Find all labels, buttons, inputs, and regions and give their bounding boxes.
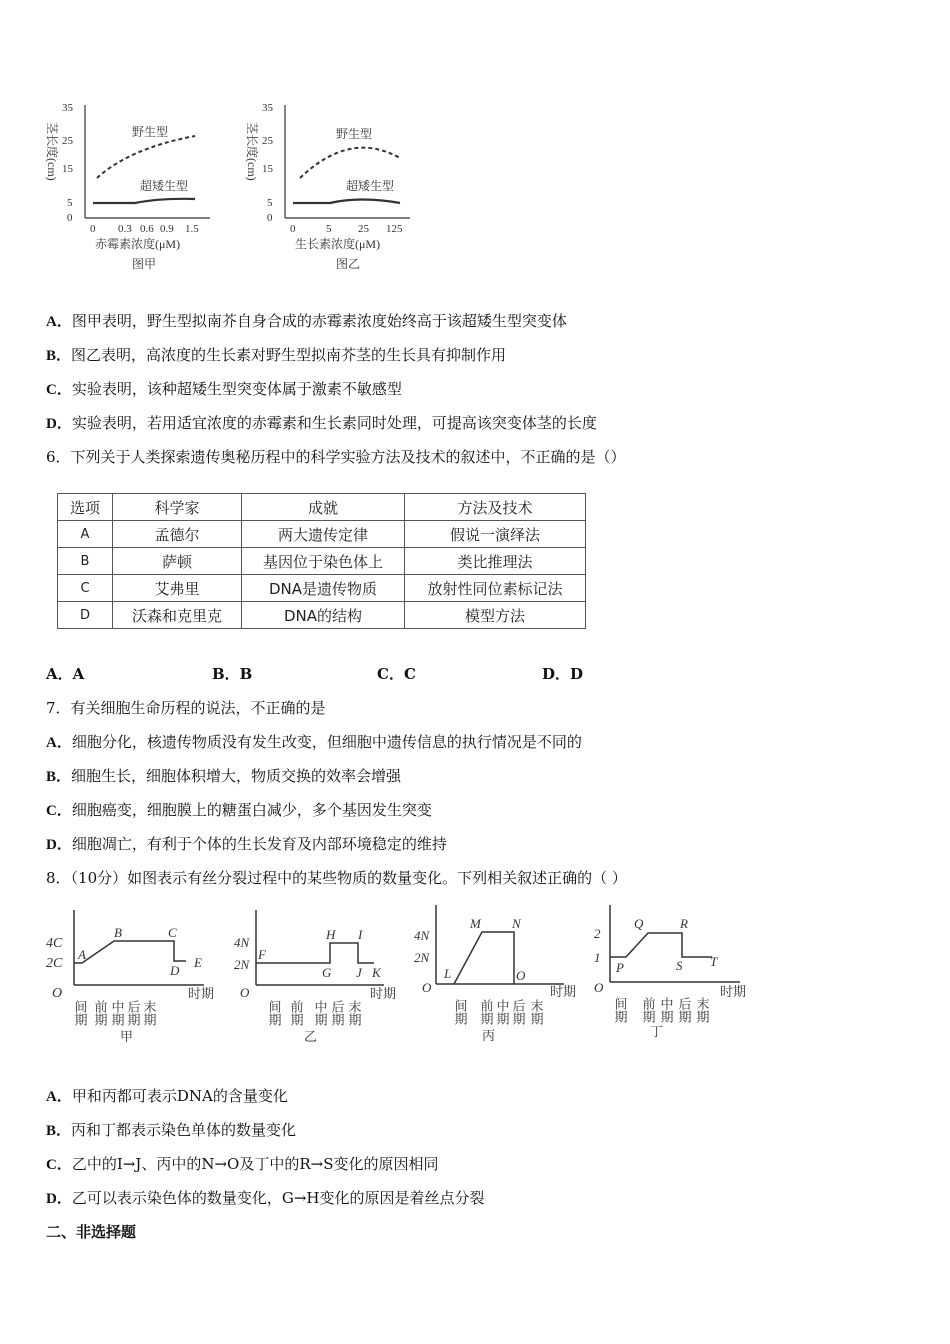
q7-stem: 7．有关细胞生命历程的说法，不正确的是 xyxy=(46,699,326,717)
table-cell: DNA是遗传物质 xyxy=(242,575,405,602)
caption: 丁 xyxy=(650,1024,664,1039)
ytick: 35 xyxy=(262,102,273,114)
origin: O xyxy=(594,980,604,995)
q6-option-d: D．D xyxy=(542,665,584,683)
figure-jia xyxy=(40,100,240,280)
table-cell: 模型方法 xyxy=(405,602,586,629)
table-header: 方法及技术 xyxy=(405,494,586,521)
table-header: 成就 xyxy=(242,494,405,521)
origin: O xyxy=(52,986,63,1001)
caption: 丙 xyxy=(482,1028,496,1043)
xtick: 125 xyxy=(386,223,403,235)
point-label: Q xyxy=(634,916,644,931)
ytick: 15 xyxy=(262,163,273,175)
graph-yi xyxy=(234,905,414,1050)
point-label: O xyxy=(516,968,526,983)
phase-label: 中期 xyxy=(494,999,510,1025)
point-label: R xyxy=(680,916,688,931)
table-row xyxy=(58,521,586,548)
phase-label: 后期 xyxy=(510,999,526,1025)
xtick: 1.5 xyxy=(185,223,199,235)
ylabel: 茎长度(cm) xyxy=(245,122,259,181)
phase-label: 前期 xyxy=(288,1000,304,1026)
table-cell: B xyxy=(58,548,113,575)
xtick: 0.6 xyxy=(140,223,154,235)
phase-label: 中期 xyxy=(312,1000,328,1026)
figure-yi xyxy=(240,100,440,280)
curve xyxy=(610,933,712,957)
table-cell: DNA的结构 xyxy=(242,602,405,629)
dwarf-curve xyxy=(93,199,195,203)
q7-option-d: D．细胞凋亡，有利于个体的生长发育及内部环境稳定的维持 xyxy=(46,835,447,853)
point-label: I xyxy=(358,927,363,942)
point-label: T xyxy=(710,954,718,969)
ytick: 25 xyxy=(62,135,73,147)
table-cell: 艾弗里 xyxy=(113,575,242,602)
phase-label: 末期 xyxy=(141,1000,157,1026)
wild-label: 野生型 xyxy=(336,127,373,141)
q8-option-c: C．乙中的I→J、丙中的N→O及丁中的R→S变化的原因相同 xyxy=(46,1155,439,1173)
caption: 甲 xyxy=(120,1029,134,1044)
ytick: 5 xyxy=(267,197,273,209)
scientist-table xyxy=(57,493,586,629)
table-row xyxy=(58,602,586,629)
ytick: 0 xyxy=(67,212,73,224)
curve xyxy=(256,943,374,963)
point-label: K xyxy=(372,965,381,980)
phase-label: 间期 xyxy=(452,999,468,1025)
curve xyxy=(74,941,186,963)
ytick: 4N xyxy=(414,928,430,943)
point-label: S xyxy=(676,958,683,973)
origin: O xyxy=(422,980,432,995)
phase-label: 中期 xyxy=(658,997,674,1023)
q7-option-a: A．细胞分化，核遗传物质没有发生改变，但细胞中遗传信息的执行情况是不同的 xyxy=(46,733,582,751)
phase-label: 中期 xyxy=(109,1000,125,1026)
xtick: 0 xyxy=(290,223,296,235)
point-label: M xyxy=(470,916,481,931)
point-label: D xyxy=(170,963,180,978)
graph-jia xyxy=(44,905,224,1050)
wild-type-curve xyxy=(97,136,195,178)
table-cell: 假说一演绎法 xyxy=(405,521,586,548)
ytick: 5 xyxy=(67,197,73,209)
point-label: H xyxy=(326,927,336,942)
dwarf-label: 超矮生型 xyxy=(140,179,189,193)
phase-label: 前期 xyxy=(640,997,656,1023)
q5-option-a: A．图甲表明，野生型拟南芥自身合成的赤霉素浓度始终高于该超矮生型突变体 xyxy=(46,312,567,330)
table-cell: 基因位于染色体上 xyxy=(242,548,405,575)
ytick: 15 xyxy=(62,163,73,175)
ytick: 25 xyxy=(262,135,273,147)
table-cell: C xyxy=(58,575,113,602)
x-unit: 时期 xyxy=(720,984,747,999)
wild-type-curve xyxy=(300,148,400,178)
ytick: 2N xyxy=(234,957,250,972)
point-label: C xyxy=(168,925,177,940)
table-cell: 沃森和克里克 xyxy=(113,602,242,629)
point-label: N xyxy=(512,916,521,931)
table-cell: 孟德尔 xyxy=(113,521,242,548)
xlabel: 赤霉素浓度(μM) xyxy=(95,237,181,251)
caption: 图乙 xyxy=(336,257,361,271)
point-label: A xyxy=(78,947,86,962)
phase-label: 前期 xyxy=(478,999,494,1025)
q6-stem: 6．下列关于人类探索遗传奥秘历程中的科学实验方法及技术的叙述中，不正确的是（） xyxy=(46,448,626,466)
graph-bing xyxy=(414,900,589,1050)
phase-label: 后期 xyxy=(676,997,692,1023)
ytick: 4C xyxy=(46,936,63,951)
point-label: J xyxy=(356,965,362,980)
phase-label: 前期 xyxy=(92,1000,108,1026)
dwarf-curve xyxy=(293,200,400,204)
phase-label: 间期 xyxy=(72,1000,88,1026)
xtick: 25 xyxy=(358,223,369,235)
ytick: 2 xyxy=(594,926,601,941)
phase-label: 间期 xyxy=(266,1000,282,1026)
xtick: 0.3 xyxy=(118,223,132,235)
xtick: 0 xyxy=(90,223,96,235)
phase-label: 间期 xyxy=(612,997,628,1023)
point-label: F xyxy=(258,947,266,962)
x-unit: 时期 xyxy=(370,986,397,1001)
q8-option-b: B．丙和丁都表示染色单体的数量变化 xyxy=(46,1121,297,1139)
ytick: 1 xyxy=(594,950,601,965)
q6-option-b: B．B xyxy=(212,665,253,683)
q8-option-a: A．甲和丙都可表示DNA的含量变化 xyxy=(46,1087,288,1105)
phase-label: 末期 xyxy=(346,1000,362,1026)
table-cell: 两大遗传定律 xyxy=(242,521,405,548)
ytick: 2C xyxy=(46,956,63,971)
origin: O xyxy=(240,985,250,1000)
x-unit: 时期 xyxy=(188,986,215,1001)
q7-option-b: B．细胞生长，细胞体积增大，物质交换的效率会增强 xyxy=(46,767,402,785)
ytick: 35 xyxy=(62,102,73,114)
section-heading: 二、非选择题 xyxy=(46,1223,137,1241)
ytick: 2N xyxy=(414,950,430,965)
ytick: 0 xyxy=(267,212,273,224)
q8-option-d: D．乙可以表示染色体的数量变化，G→H变化的原因是着丝点分裂 xyxy=(46,1189,485,1207)
q5-option-c: C．实验表明，该种超矮生型突变体属于激素不敏感型 xyxy=(46,380,402,398)
wild-label: 野生型 xyxy=(132,125,169,139)
phase-label: 后期 xyxy=(125,1000,141,1026)
table-header-row xyxy=(58,494,586,521)
q7-option-c: C．细胞癌变，细胞膜上的糖蛋白减少，多个基因发生突变 xyxy=(46,801,432,819)
xlabel: 生长素浓度(μM) xyxy=(295,237,381,251)
point-label: E xyxy=(194,955,202,970)
caption: 图甲 xyxy=(132,257,157,271)
caption: 乙 xyxy=(304,1029,318,1044)
q6-options xyxy=(46,664,746,684)
ylabel: 茎长度(cm) xyxy=(45,122,59,181)
point-label: L xyxy=(444,966,452,981)
curve xyxy=(454,932,514,984)
xtick: 0.9 xyxy=(160,223,174,235)
point-label: G xyxy=(322,965,332,980)
xtick: 5 xyxy=(326,223,332,235)
table-header: 科学家 xyxy=(113,494,242,521)
phase-label: 末期 xyxy=(528,999,544,1025)
phase-label: 末期 xyxy=(694,997,710,1023)
x-unit: 时期 xyxy=(550,984,577,999)
table-cell: A xyxy=(58,521,113,548)
table-cell: 类比推理法 xyxy=(405,548,586,575)
q6-option-a: A．A xyxy=(46,665,85,683)
table-cell: D xyxy=(58,602,113,629)
graph-ding xyxy=(590,900,760,1050)
table-row xyxy=(58,575,586,602)
q5-option-d: D．实验表明，若用适宜浓度的赤霉素和生长素同时处理，可提高该突变体茎的长度 xyxy=(46,414,597,432)
point-label: B xyxy=(114,925,122,940)
q8-stem: 8．（10分）如图表示有丝分裂过程中的某些物质的数量变化。下列相关叙述正确的（ ） xyxy=(46,869,627,887)
ytick: 4N xyxy=(234,935,250,950)
table-cell: 萨顿 xyxy=(113,548,242,575)
q6-option-c: C．C xyxy=(377,665,416,683)
table-row xyxy=(58,548,586,575)
phase-label: 后期 xyxy=(329,1000,345,1026)
table-header: 选项 xyxy=(58,494,113,521)
table-cell: 放射性同位素标记法 xyxy=(405,575,586,602)
point-label: P xyxy=(616,960,624,975)
dwarf-label: 超矮生型 xyxy=(346,179,395,193)
q5-option-b: B．图乙表明，高浓度的生长素对野生型拟南芥茎的生长具有抑制作用 xyxy=(46,346,507,364)
